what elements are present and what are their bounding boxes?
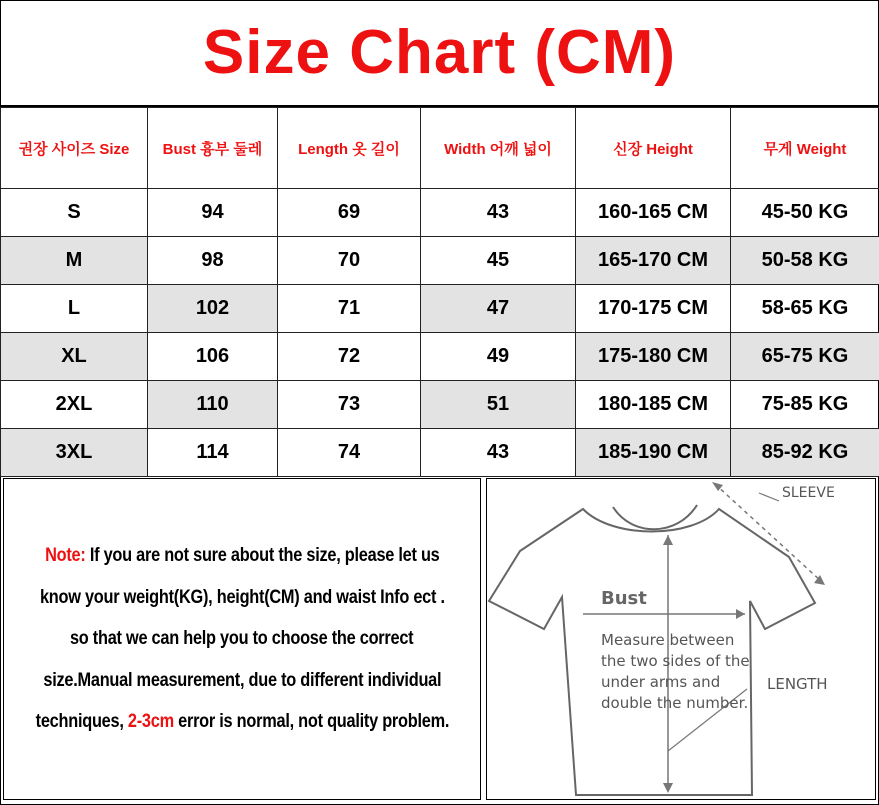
cell-length: 74 [278, 429, 421, 477]
table-row [1, 429, 879, 477]
sleeve-label: SLEEVE [782, 485, 835, 501]
note-line-5: techniques, 2-3cm error is normal, not quality problem. [35, 711, 449, 733]
cell-weight: 85-92 KG [731, 429, 879, 477]
cell-size: M [1, 237, 148, 285]
cell-height: 160-165 CM [576, 189, 731, 237]
cell-length: 73 [278, 381, 421, 429]
header-length: Length 옷 길이 [278, 108, 421, 189]
table-row [1, 189, 879, 237]
cell-width: 49 [421, 333, 576, 381]
table-row [1, 285, 879, 333]
table-row [1, 237, 879, 285]
cell-length: 69 [278, 189, 421, 237]
cell-length: 71 [278, 285, 421, 333]
cell-height: 180-185 CM [576, 381, 731, 429]
size-chart-table [0, 107, 879, 477]
sleeve-pointer [759, 493, 779, 501]
cell-size: 3XL [1, 429, 148, 477]
cell-size: 2XL [1, 381, 148, 429]
bust-label: Bust [601, 588, 647, 609]
table-row [1, 333, 879, 381]
cell-height: 175-180 CM [576, 333, 731, 381]
cell-width: 51 [421, 381, 576, 429]
note-line-1: Note: If you are not sure about the size, please let us [44, 545, 440, 567]
collar-line [613, 505, 697, 529]
header-row [1, 108, 879, 189]
note-line-2: know your weight(KG), height(CM) and waist Info ect . [39, 586, 445, 608]
cell-weight: 50-58 KG [731, 237, 879, 285]
cell-bust: 98 [148, 237, 278, 285]
page-title: Size Chart (CM) [0, 0, 879, 107]
tshirt-diagram [486, 478, 876, 800]
length-label: LENGTH [767, 675, 828, 693]
cell-bust: 106 [148, 333, 278, 381]
cell-bust: 94 [148, 189, 278, 237]
cell-length: 72 [278, 333, 421, 381]
note-line-3: so that we can help you to choose the correct [70, 628, 414, 650]
note-line-4: size.Manual measurement, due to different individual [43, 669, 441, 691]
cell-size: S [1, 189, 148, 237]
cell-bust: 102 [148, 285, 278, 333]
cell-length: 70 [278, 237, 421, 285]
cell-weight: 58-65 KG [731, 285, 879, 333]
cell-size: L [1, 285, 148, 333]
cell-height: 165-170 CM [576, 237, 731, 285]
cell-weight: 45-50 KG [731, 189, 879, 237]
cell-weight: 75-85 KG [731, 381, 879, 429]
cell-height: 185-190 CM [576, 429, 731, 477]
cell-bust: 114 [148, 429, 278, 477]
cell-width: 43 [421, 429, 576, 477]
note-label: Note: [44, 545, 86, 567]
header-bust: Bust 흉부 둘레 [148, 108, 278, 189]
cell-width: 45 [421, 237, 576, 285]
cell-bust: 110 [148, 381, 278, 429]
header-size: 권장 사이즈 Size [1, 108, 148, 189]
cell-width: 47 [421, 285, 576, 333]
header-width: Width 어깨 넓이 [421, 108, 576, 189]
cell-size: XL [1, 333, 148, 381]
cell-weight: 65-75 KG [731, 333, 879, 381]
measure-instructions: Measure between the two sides of the under arms and double the number. [601, 631, 750, 712]
table-row [1, 381, 879, 429]
cell-width: 43 [421, 189, 576, 237]
cell-height: 170-175 CM [576, 285, 731, 333]
error-range-highlight: 2-3cm [127, 711, 174, 733]
size-note [3, 478, 481, 800]
header-height: 신장 Height [576, 108, 731, 189]
header-weight: 무게 Weight [731, 108, 879, 189]
